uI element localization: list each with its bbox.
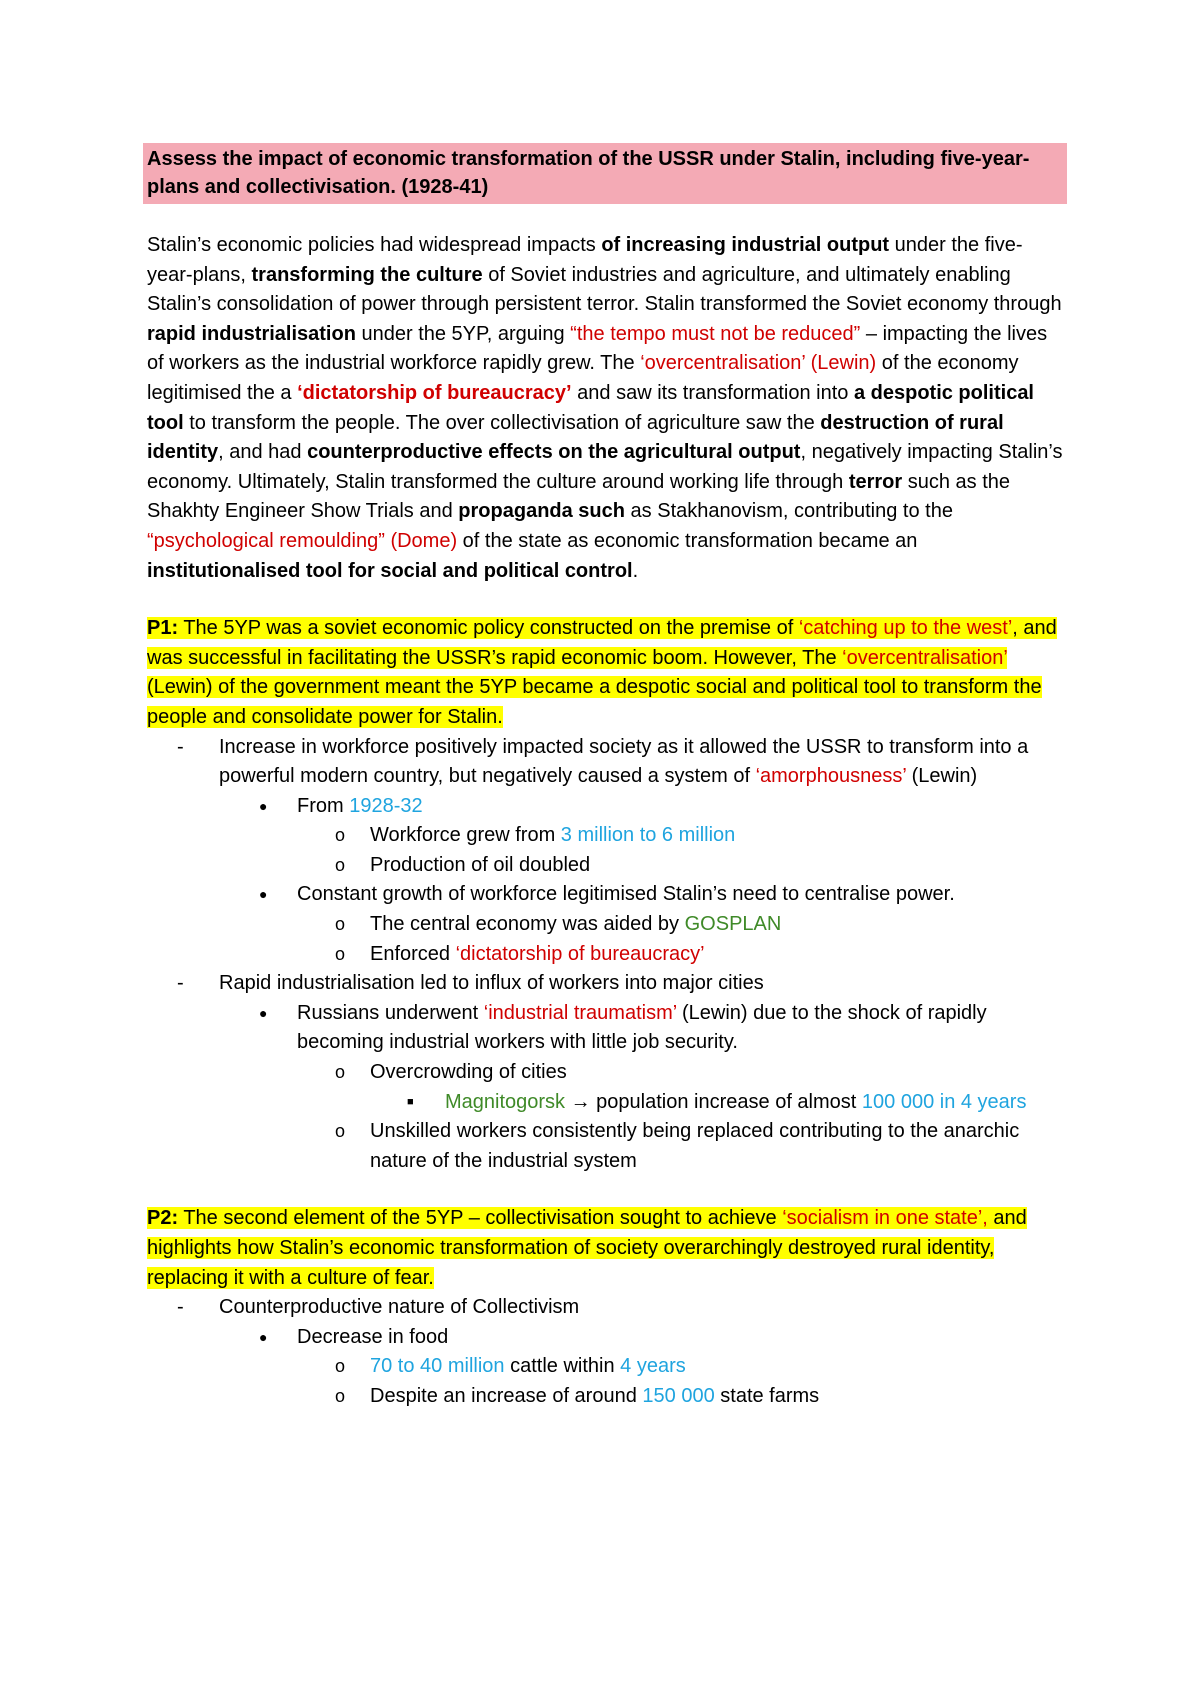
item-term: GOSPLAN <box>684 913 782 936</box>
item-quote: ‘dictatorship of bureaucracy’ <box>455 942 705 965</box>
p1-text: , and was successful in facilitating the USSR’s rapid economic boom. However, The <box>147 617 1057 669</box>
list-item <box>147 1323 1067 1353</box>
intro-quote: ‘dictatorship of bureaucracy’ <box>297 381 572 404</box>
bullet-marker: ● <box>259 1328 268 1345</box>
p2-heading <box>147 1204 1067 1293</box>
item-stat: 100 000 in 4 years <box>861 1090 1027 1113</box>
circle-marker: o <box>335 1121 346 1142</box>
intro-bold: of increasing industrial output <box>601 234 890 256</box>
item-text: Rapid industrialisation led to influx of workers into major cities <box>219 972 764 995</box>
circle-marker: o <box>335 914 346 935</box>
circle-marker: o <box>335 1356 346 1377</box>
list-item <box>147 733 1067 792</box>
intro-text: – impacting the lives of workers as the industrial workforce rapidly grew. The <box>147 322 1048 375</box>
item-text: Russians underwent <box>297 1001 484 1024</box>
intro-text: of the state as economic transformation became an <box>457 529 918 552</box>
item-text: (Lewin) due to the shock of rapidly becoming industrial workers with little job security. <box>297 1001 987 1054</box>
p2-label: P2: <box>147 1207 179 1230</box>
intro-bold: transforming the culture <box>251 263 483 286</box>
item-stat: 3 million to 6 million <box>560 824 736 847</box>
intro-text: of the economy legitimised the a <box>147 352 1019 404</box>
circle-marker: o <box>335 1385 346 1406</box>
circle-marker: o <box>335 854 346 875</box>
document-body <box>147 143 1067 1412</box>
item-quote: ‘amorphousness’ <box>755 765 907 788</box>
intro-bold: destruction of rural identity <box>147 411 1004 464</box>
item-text: Overcrowding of cities <box>370 1061 567 1084</box>
list-item <box>147 851 1067 881</box>
intro-quote: “psychological remoulding” (Dome) <box>147 529 458 552</box>
intro-text: under the five-year-plans, <box>147 234 1023 286</box>
intro-bold: counterproductive effects on the agricultural output <box>307 441 801 464</box>
circle-marker: o <box>335 1062 346 1083</box>
item-text: Enforced <box>370 942 456 965</box>
p1-quote: ‘overcentralisation’ <box>842 646 1008 669</box>
item-text: (Lewin) <box>906 765 978 788</box>
intro-text: , negatively impacting Stalin’s economy. Ultimately, Stalin transformed the culture around working life through <box>147 441 1063 493</box>
item-text: Counterproductive nature of Collectivism <box>219 1296 580 1319</box>
item-text: From <box>297 794 350 817</box>
item-quote: ‘industrial traumatism’ <box>483 1001 677 1024</box>
p1-label: P1: <box>147 617 179 640</box>
item-text: Constant growth of workforce legitimised Stalin’s need to centralise power. <box>297 883 955 906</box>
list-item <box>147 792 1067 822</box>
p1-text: The 5YP was a soviet economic policy constructed on the premise of <box>178 617 799 640</box>
list-item <box>147 821 1067 851</box>
arrow-icon: → <box>570 1090 591 1113</box>
p2-text: and highlights how Stalin’s economic transformation of society overarchingly destroyed rural identity, replacing it with a culture of fear. <box>147 1207 1027 1289</box>
intro-quote: ‘overcentralisation’ (Lewin) <box>640 352 877 375</box>
list-item <box>147 1058 1067 1088</box>
item-stat: 70 to 40 million <box>370 1355 505 1378</box>
item-text: population increase of almost <box>590 1090 862 1113</box>
introduction-paragraph <box>147 231 1067 586</box>
item-text: Increase in workforce positively impacted society as it allowed the USSR to transform into a powerful modern country, but negatively caused a system of <box>219 735 1029 788</box>
circle-marker: o <box>335 825 346 846</box>
intro-bold: propaganda such <box>458 500 625 523</box>
list-item <box>147 969 1067 999</box>
intro-bold: a despotic political tool <box>147 381 1034 434</box>
list-item <box>147 1117 1067 1176</box>
intro-bold: terror <box>848 470 903 493</box>
list-item <box>147 1352 1067 1382</box>
item-text: Unskilled workers consistently being replaced contributing to the anarchic nature of the industrial system <box>370 1120 1020 1172</box>
bullet-marker: ● <box>259 797 268 814</box>
intro-bold: institutionalised tool for social and political control <box>147 559 633 582</box>
intro-text: as Stakhanovism, contributing to the <box>625 500 953 523</box>
intro-text: , and had <box>218 441 308 464</box>
p2-text: The second element of the 5YP – collectivisation sought to achieve <box>178 1207 783 1230</box>
intro-text: . <box>632 559 639 582</box>
intro-bold: rapid industrialisation <box>147 322 356 345</box>
square-marker: ■ <box>407 1095 414 1108</box>
dash-marker: - <box>177 1296 184 1319</box>
list-item <box>147 1088 1067 1118</box>
item-text: Despite an increase of around <box>370 1384 643 1407</box>
list-item <box>147 910 1067 940</box>
intro-text: of Soviet industries and agriculture, and ultimately enabling Stalin’s consolidation of power through persistent terror. Stalin transformed the Soviet economy through <box>147 263 1062 316</box>
item-text: The central economy was aided by <box>370 913 685 936</box>
dash-marker: - <box>177 735 184 758</box>
intro-text: Stalin’s economic policies had widespread impacts <box>147 234 602 256</box>
intro-text: to transform the people. The over collectivisation of agriculture saw the <box>183 411 821 434</box>
item-text: cattle within <box>504 1355 621 1378</box>
title-text: Assess the impact of economic transformation of the USSR under Stalin, including five-year-plans and collectivisation. (1928-41) <box>147 148 1030 198</box>
item-text: Decrease in food <box>297 1325 449 1348</box>
intro-text: and saw its transformation into <box>571 381 854 404</box>
list-item <box>147 1382 1067 1412</box>
circle-marker: o <box>335 943 346 964</box>
p1-heading <box>147 614 1067 732</box>
item-stat: 150 000 <box>642 1384 715 1407</box>
list-item <box>147 940 1067 970</box>
item-stat: 1928-32 <box>349 794 423 817</box>
item-text: Workforce grew from <box>370 824 561 847</box>
essay-question-title <box>143 143 1067 204</box>
intro-quote: “the tempo must not be reduced” <box>570 322 861 345</box>
bullet-marker: ● <box>259 1004 268 1021</box>
list-item <box>147 1293 1067 1323</box>
list-item <box>147 880 1067 910</box>
p2-quote: ‘socialism in one state’, <box>782 1207 988 1230</box>
intro-text: such as the Shakhty Engineer Show Trials and <box>147 470 1011 523</box>
bullet-marker: ● <box>259 886 268 903</box>
item-text: Production of oil doubled <box>370 853 591 876</box>
item-stat: 4 years <box>620 1355 686 1378</box>
item-term: Magnitogorsk <box>445 1090 566 1113</box>
p1-text: (Lewin) of the government meant the 5YP became a despotic social and political tool to transform the people and consolidate power for Stalin. <box>147 676 1042 728</box>
list-item <box>147 999 1067 1058</box>
p1-quote: ‘catching up to the west’ <box>798 617 1013 640</box>
item-text: state farms <box>714 1384 820 1407</box>
intro-text: under the 5YP, arguing <box>355 322 571 345</box>
dash-marker: - <box>177 972 184 995</box>
